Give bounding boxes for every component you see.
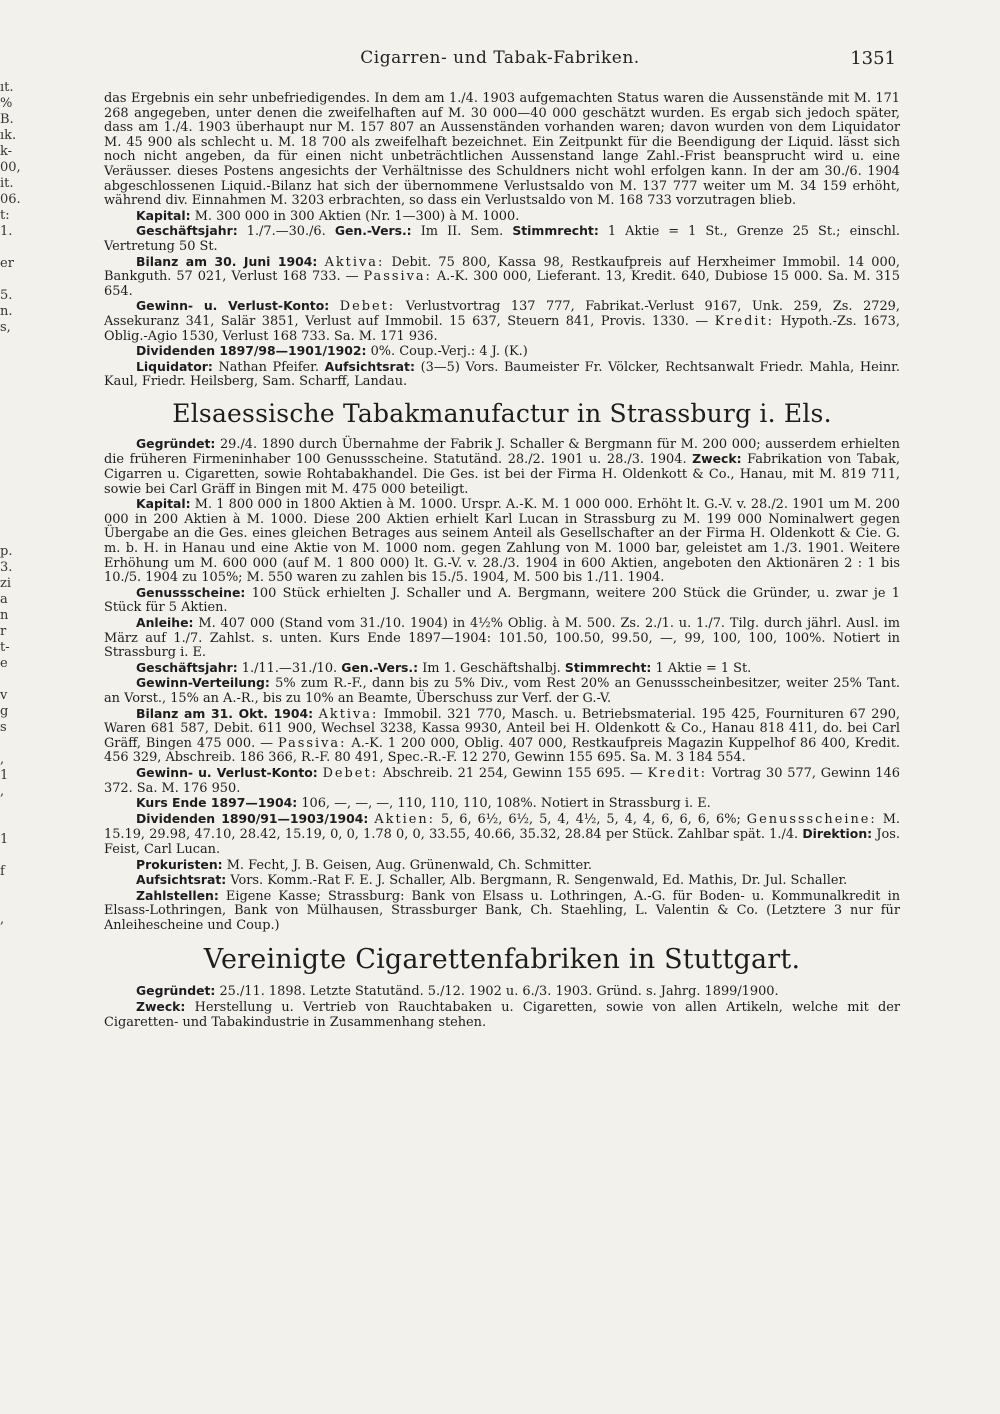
liquidator-label: Liquidator: bbox=[136, 358, 213, 374]
capital-label: Kapital: bbox=[136, 496, 191, 512]
margin-fragment: f bbox=[0, 864, 5, 879]
margin-fragment: g bbox=[0, 704, 9, 719]
margin-fragment bbox=[0, 896, 30, 912]
profit-loss-credit: Vortrag 30 577, Gewinn 146 372. Sa. M. 176 950. bbox=[104, 765, 900, 796]
margin-fragment: t: bbox=[0, 208, 10, 223]
management-label: Direktion: bbox=[802, 826, 873, 842]
supervisory-board-text: (3—5) Vors. Baumeister Fr. Völcker, Rechtsanwalt Friedr. Mahla, Heinr. Kaul, Friedr. Heilsberg, Sam. Scharff, Landau. bbox=[104, 359, 900, 390]
margin-fragment: 5. bbox=[0, 288, 13, 303]
liquidator-text: Nathan Pfeifer. bbox=[218, 359, 319, 375]
balance-liabilities: A.-K. 1 200 000, Oblig. 407 000, Restkaufpreis Magazin Kuppelhof 86 400, Kredit. 456 329, Abschreib. 186 366, R.-F. 80 491, Spec.-R.-F. 12 270, Gewinn 155 695. Sa. M. 3 184 554. bbox=[104, 735, 900, 766]
capital-entry bbox=[104, 497, 900, 586]
margin-fragment: s bbox=[0, 720, 7, 735]
page-header bbox=[100, 48, 900, 74]
balance-liabilities: A.-K. 300 000, Lieferant. 13, Kredit. 640, Dubiose 15 000. Sa. M. 315 654. bbox=[104, 269, 900, 299]
margin-fragment: % bbox=[0, 96, 13, 111]
management-text: Jos. Feist, Carl Lucan. bbox=[104, 827, 900, 857]
margin-fragment: , bbox=[0, 752, 5, 767]
margin-fragment: t- bbox=[0, 640, 10, 655]
left-margin-fragments bbox=[0, 80, 30, 944]
capital-entry bbox=[104, 209, 900, 225]
running-title: Cigarren- und Tabak-Fabriken. bbox=[360, 48, 640, 68]
bond-entry bbox=[104, 616, 900, 661]
margin-fragment: it. bbox=[0, 176, 14, 191]
margin-fragment: k- bbox=[0, 144, 13, 159]
dividends-label: Dividenden 1897/98—1901/1902: bbox=[136, 343, 367, 359]
margin-fragment bbox=[0, 240, 30, 256]
margin-fragment: 1. bbox=[0, 224, 13, 239]
margin-fragment bbox=[0, 928, 30, 944]
share-price-text: 106, —, —, —, 110, 110, 110, 108%. Notiert in Strassburg i. E. bbox=[301, 796, 711, 812]
profit-distribution-entry bbox=[104, 676, 900, 706]
margin-fragment bbox=[0, 512, 30, 528]
paying-agents-text: Eigene Kasse; Strassburg: Bank von Elsass u. Lothringen, A.-G. für Boden- u. Kommunalkredit in Elsass-Lothringen, Bank von Mülhausen, Strassburger Bank, Ch. Staehling, L. Valentin & Co. (Letztere 3 nur für Anleihescheine und Coup.) bbox=[104, 888, 900, 933]
founded-entry bbox=[104, 984, 900, 1000]
fiscal-year-label: Geschäftsjahr: bbox=[136, 223, 238, 239]
profit-loss-debit: Abschreib. 21 254, Gewinn 155 695. — bbox=[382, 765, 643, 781]
supervisory-board-label: Aufsichtsrat: bbox=[324, 358, 415, 374]
margin-fragment: v bbox=[0, 688, 8, 703]
margin-fragment bbox=[0, 464, 30, 480]
balance-assets: Debit. 75 800, Kassa 98, Restkaufpreis auf Herxheimer Immobil. 14 000, Bankguth. 57 021, Verlust 168 733. — bbox=[104, 254, 900, 285]
supervisory-board-entry bbox=[104, 873, 900, 889]
fiscal-year-text: 1./11.—31./10. bbox=[241, 660, 338, 676]
debit-word: Debet: bbox=[339, 299, 396, 315]
profit-loss-label: Gewinn- u. Verlust-Konto: bbox=[136, 764, 318, 780]
authorized-signatories-text: M. Fecht, J. B. Geisen, Aug. Grünenwald, Ch. Schmitter. bbox=[226, 857, 592, 873]
margin-fragment: 1 bbox=[0, 832, 9, 847]
profit-distribution-text: 5% zum R.-F., dann bis zu 5% Div., vom Rest 20% an Genussscheinbesitzer, weiter 25% Tant. an Vorst., 15% an A.-R., bis zu 10% an Beamte, Überschuss zur Verf. der G.-V. bbox=[104, 676, 900, 706]
assets-word: Aktiva: bbox=[324, 254, 385, 270]
founded-label: Gegründet: bbox=[136, 983, 216, 999]
authorized-signatories-entry bbox=[104, 858, 900, 874]
margin-fragment: a bbox=[0, 592, 8, 607]
margin-fragment: n bbox=[0, 608, 9, 623]
general-meeting-label: Gen.-Vers.: bbox=[341, 659, 419, 675]
profit-loss-debit: Verlustvortrag 137 777, Fabrikat.-Verlust 9167, Unk. 259, Zs. 2729, Assekuranz 341, Salär 3851, Verlust auf Immobil. 15 637, Steuern 841, Provis. 1330. — bbox=[104, 299, 900, 329]
paying-agents-entry bbox=[104, 889, 900, 934]
founded-text: 25./11. 1898. Letzte Statutänd. 5./12. 1902 u. 6./3. 1903. Gründ. s. Jahrg. 1899/1900. bbox=[219, 984, 779, 1000]
margin-fragment bbox=[0, 736, 30, 752]
purpose-label: Zweck: bbox=[692, 451, 742, 467]
margin-fragment bbox=[0, 448, 30, 464]
founded-text: 29./4. 1890 durch Übernahme der Fabrik J. Schaller & Bergmann für M. 200 000; ausserdem erhielten die früheren Firmeninhaber 100 Genussscheine. Statutänd. 28./2. 1901 u. 28./3. 1904. bbox=[104, 436, 900, 468]
profit-loss-label: Gewinn- u. Verlust-Konto: bbox=[136, 298, 330, 314]
dividends-entry bbox=[104, 344, 900, 360]
assets-word: Aktiva: bbox=[318, 706, 379, 722]
liquidator-entry bbox=[104, 360, 900, 390]
fiscal-year-entry bbox=[104, 224, 900, 254]
margin-fragment: 1 bbox=[0, 768, 9, 783]
margin-fragment: 00, bbox=[0, 160, 21, 175]
dividends-profit-shares: M. 15.19, 29.98, 47.10, 28.42, 15.19, 0, 0, 1.78 0, 0, 33.55, 40.66, 35.32, 28.84 per Stück. Zahlbar spät. 1./4. bbox=[104, 811, 901, 843]
supervisory-board-text: Vors. Komm.-Rat F. E. J. Schaller, Alb. Bergmann, R. Sengenwald, Ed. Mathis, Dr. Jul. Schaller. bbox=[230, 873, 848, 889]
margin-fragment bbox=[0, 400, 30, 416]
dividends-label: Dividenden 1890/91—1903/1904: bbox=[136, 810, 369, 826]
margin-fragment: zi bbox=[0, 576, 12, 591]
capital-label: Kapital: bbox=[136, 207, 191, 223]
profit-shares-label: Genussscheine: bbox=[136, 584, 246, 600]
dividends-entry bbox=[104, 812, 900, 858]
margin-fragment bbox=[0, 352, 30, 368]
profit-shares-entry bbox=[104, 586, 900, 616]
founded-label: Gegründet: bbox=[136, 435, 216, 451]
liabilities-word: Passiva: bbox=[277, 735, 347, 751]
margin-fragment: ık. bbox=[0, 128, 17, 143]
profit-shares-text: 100 Stück erhielten J. Schaller und A. Bergmann, weitere 200 Stück die Gründer, u. zwar je 1 Stück für 5 Aktien. bbox=[104, 585, 900, 616]
margin-fragment: p. bbox=[0, 544, 13, 559]
credit-word: Kredit: bbox=[714, 313, 775, 329]
margin-fragment bbox=[0, 848, 30, 864]
fiscal-year-text: 1./7.—30./6. bbox=[246, 224, 326, 240]
margin-fragment: r bbox=[0, 624, 7, 639]
margin-fragment: e bbox=[0, 656, 8, 671]
margin-fragment bbox=[0, 816, 30, 832]
balance-entry bbox=[104, 707, 900, 766]
liabilities-word: Passiva: bbox=[363, 269, 432, 285]
margin-fragment bbox=[0, 368, 30, 384]
bond-text: M. 407 000 (Stand vom 31./10. 1904) in 4½% Oblig. à M. 500. Zs. 2./1. u. 1./7. Tilg. durch jährl. Ausl. im März auf 1./7. Zahlst. s. unten. Kurs Ende 1897—1904: 101.50, 100.50, 99.50, —, 99, 100, 100, 100%. Notiert in Strassburg i. E. bbox=[104, 616, 900, 661]
margin-fragment bbox=[0, 272, 30, 288]
margin-fragment bbox=[0, 432, 30, 448]
margin-fragment: ıt. bbox=[0, 80, 14, 95]
margin-fragment bbox=[0, 496, 30, 512]
margin-fragment bbox=[0, 336, 30, 352]
margin-fragment: , bbox=[0, 912, 5, 927]
margin-fragment: 06. bbox=[0, 192, 21, 207]
authorized-signatories-label: Prokuristen: bbox=[136, 856, 223, 872]
paying-agents-label: Zahlstellen: bbox=[136, 887, 219, 903]
profit-loss-entry bbox=[104, 299, 900, 344]
margin-fragment bbox=[0, 416, 30, 432]
purpose-label: Zweck: bbox=[136, 999, 186, 1015]
general-meeting-label: Gen.-Vers.: bbox=[334, 223, 412, 239]
capital-text: M. 300 000 in 300 Aktien (Nr. 1—300) à M. 1000. bbox=[194, 208, 520, 224]
voting-rights-text: 1 Aktie = 1 St., Grenze 25 St.; einschl. Vertretung 50 St. bbox=[104, 224, 900, 254]
margin-fragment: B. bbox=[0, 112, 14, 127]
credit-word: Kredit: bbox=[647, 765, 707, 781]
purpose-text: Fabrikation von Tabak, Cigarren u. Cigaretten, sowie Rohtabakhandel. Die Ges. ist bei der Firma H. Oldenkott & Co., Hanau, mit M. 819 711, sowie bei Carl Gräff in Bingen mit M. 475 000 beteiligt. bbox=[104, 452, 900, 497]
general-meeting-text: Im 1. Geschäftshalbj. bbox=[422, 660, 561, 676]
margin-fragment bbox=[0, 480, 30, 496]
balance-assets: Immobil. 321 770, Masch. u. Betriebsmaterial. 195 425, Fournituren 67 290, Waren 681 587, Debit. 611 900, Wechsel 3238, Kassa 9930, Anteil bei H. Oldenkott & Co., Hanau 818 411, do. bei Carl Gräff, Bingen 475 000. — bbox=[104, 706, 900, 751]
fiscal-year-label: Geschäftsjahr: bbox=[136, 659, 238, 675]
purpose-entry bbox=[104, 1000, 900, 1030]
page-body bbox=[104, 92, 900, 1030]
company-heading-strassburg: Elsaessische Tabakmanufactur in Strassburg i. Els. bbox=[172, 398, 832, 428]
margin-fragment: er bbox=[0, 256, 14, 271]
capital-text: M. 1 800 000 in 1800 Aktien à M. 1000. Urspr. A.-K. M. 1 000 000. Erhöht lt. G.-V. v. 28./2. 1901 um M. 200 000 in 200 Aktien à M. 1000. Diese 200 Aktien erhielt Karl Lucan in Strassburg zu M. 199 000 Nominalwert gegen Übergabe an die Ges. eines gleichen Betrages aus seinem Anteil als Gesellschafter an der Firma H. Oldenkott & Cie. G. m. b. H. in Hanau und eine Aktie von M. 1000 nom. gegen Zahlung von M. 1000 bar, geleistet am 1./3. 1901. Weitere Erhöhung um M. 600 000 (auf M. 1 800 000) lt. G.-V. v. 28./3. 1904 in 600 Aktien, angeboten den Aktionären 2 : 1 bis 10./5. 1904 zu 105%; M. 550 waren zu zahlen bis 15./5. 1904, M. 500 bis 1./11. 1904. bbox=[104, 497, 900, 586]
balance-entry bbox=[104, 255, 900, 300]
voting-rights-label: Stimmrecht: bbox=[564, 659, 652, 675]
profit-loss-entry bbox=[104, 766, 900, 796]
balance-label: Bilanz am 31. Okt. 1904: bbox=[136, 705, 314, 721]
debit-word: Debet: bbox=[322, 765, 378, 781]
share-price-label: Kurs Ende 1897—1904: bbox=[136, 795, 298, 811]
margin-fragment: 3. bbox=[0, 560, 13, 575]
bond-label: Anleihe: bbox=[136, 615, 194, 630]
profit-loss-credit: Hypoth.-Zs. 1673, Oblig.-Agio 1530, Verlust 168 733. Sa. M. 171 936. bbox=[104, 313, 900, 344]
margin-fragment bbox=[0, 672, 30, 688]
margin-fragment bbox=[0, 528, 30, 544]
profit-distribution-label: Gewinn-Verteilung: bbox=[136, 675, 270, 691]
shares-word: Aktien: bbox=[374, 811, 436, 827]
dividends-shares: 5, 6, 6½, 6½, 5, 4, 4½, 5, 4, 4, 6, 6, 6, 6%; bbox=[441, 811, 741, 827]
margin-fragment bbox=[0, 384, 30, 400]
balance-label: Bilanz am 30. Juni 1904: bbox=[136, 253, 318, 269]
margin-fragment bbox=[0, 800, 30, 816]
company-heading-stuttgart: Vereinigte Cigarettenfabriken in Stuttgart. bbox=[203, 944, 801, 976]
margin-fragment: , bbox=[0, 784, 5, 799]
continuation-paragraph: das Ergebnis ein sehr unbefriedigendes. In dem am 1./4. 1903 aufgemachten Status waren die Aussenstände mit M. 171 268 angegeben, unter denen die zweifelhaften auf M. 30 000—40 000 geschätzt wurden. Es ergab sich jedoch später, dass am 1./4. 1903 überhaupt nur M. 157 807 an Aussenständen vorhanden waren; davon wurden von dem Liquidator M. 45 900 als schlecht u. M. 18 700 als zweifelhaft bezeichnet. Ein Zeitpunkt für die Beendigung der Liquid. lässt sich noch nicht angeben, da für einen nicht unbeträchtlichen Aussenstand lange Zahl.-Frist beansprucht wird u. eine Veräusser. dieses Postens angesichts der Verhältnisse des Schuldners nicht wohl erfolgen kann. In der am 30./6. 1904 abgeschlossenen Liquid.-Bilanz hat sich der übernommene Verlustsaldo von M. 137 777 weiter um M. 34 159 erhöht, während div. Einnahmen M. 3203 erbrachten, so dass ein Verlustsaldo von M. 168 733 vorzutragen blieb. bbox=[104, 91, 900, 209]
voting-rights-label: Stimmrecht: bbox=[512, 223, 599, 239]
founded-entry bbox=[104, 437, 900, 497]
voting-rights-text: 1 Aktie = 1 St. bbox=[655, 660, 752, 676]
supervisory-board-label: Aufsichtsrat: bbox=[136, 872, 227, 888]
dividends-text: 0%. Coup.-Verj.: 4 J. (K.) bbox=[370, 344, 528, 360]
fiscal-year-entry bbox=[104, 661, 900, 677]
margin-fragment: s, bbox=[0, 320, 11, 335]
profit-shares-word: Genussscheine: bbox=[746, 811, 877, 827]
purpose-text: Herstellung u. Vertrieb von Rauchtabaken u. Cigaretten, sowie von allen Artikeln, welche mit der Cigaretten- und Tabakindustrie in Zusammenhang stehen. bbox=[104, 1000, 900, 1030]
margin-fragment bbox=[0, 880, 30, 896]
share-price-entry bbox=[104, 796, 900, 812]
margin-fragment: n. bbox=[0, 304, 13, 319]
page-number: 1351 bbox=[850, 48, 896, 69]
general-meeting-text: Im II. Sem. bbox=[420, 224, 504, 240]
